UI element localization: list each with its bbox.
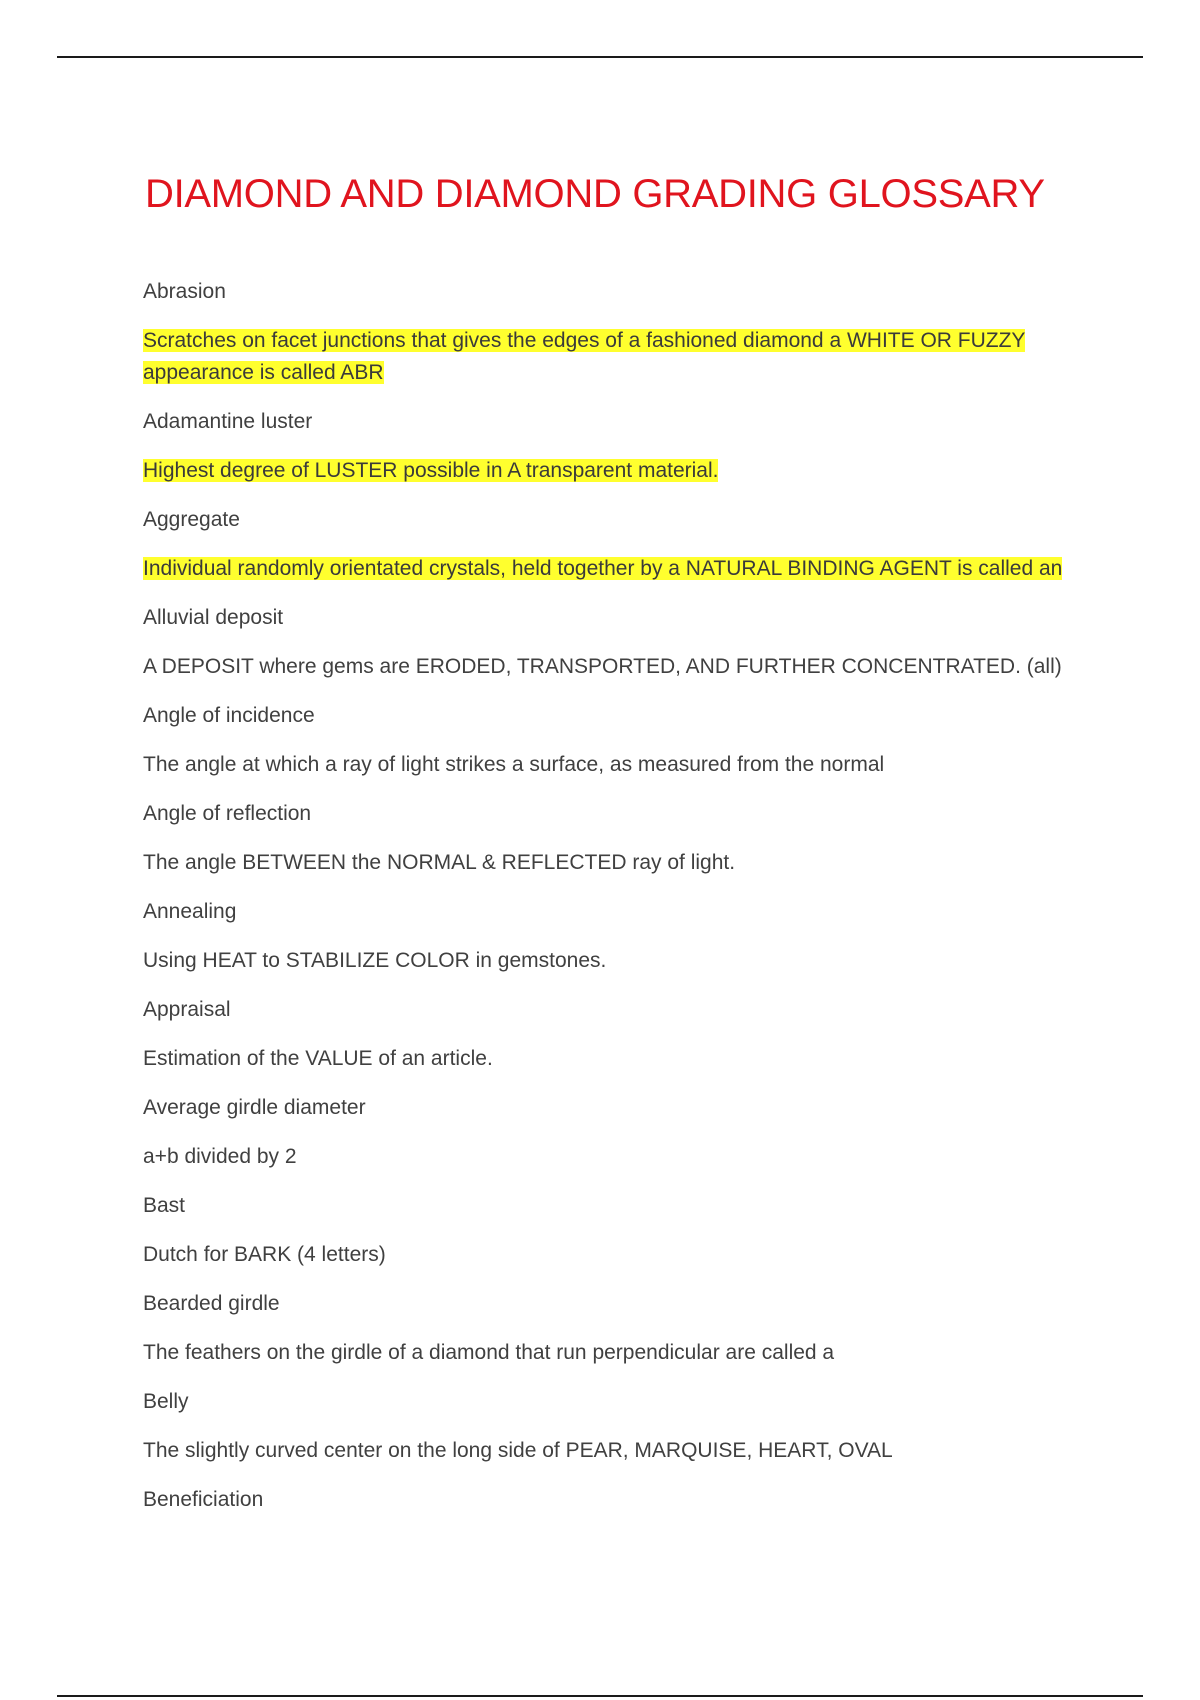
glossary-line-text: Average girdle diameter bbox=[143, 1096, 366, 1119]
glossary-line-text: Annealing bbox=[143, 900, 237, 923]
glossary-line-text: Estimation of the VALUE of an article. bbox=[143, 1047, 493, 1070]
glossary-line bbox=[143, 504, 1063, 536]
glossary-line bbox=[143, 1092, 1063, 1124]
page-title: DIAMOND AND DIAMOND GRADING GLOSSARY bbox=[145, 172, 1045, 216]
glossary-line bbox=[143, 1190, 1063, 1222]
glossary-line-text: Beneficiation bbox=[143, 1488, 264, 1511]
footer-rule bbox=[57, 1695, 1143, 1697]
glossary-line-text: Using HEAT to STABILIZE COLOR in gemstones. bbox=[143, 949, 607, 972]
glossary-line bbox=[143, 945, 1063, 977]
glossary-line bbox=[143, 1239, 1063, 1271]
glossary-line-text: The slightly curved center on the long side of PEAR, MARQUISE, HEART, OVAL bbox=[143, 1439, 893, 1462]
glossary-line bbox=[143, 651, 1063, 683]
glossary-line bbox=[143, 798, 1063, 830]
header-rule bbox=[57, 56, 1143, 58]
glossary-line-text: Angle of incidence bbox=[143, 704, 315, 727]
glossary-line bbox=[143, 1386, 1063, 1418]
glossary-line bbox=[143, 1484, 1063, 1516]
glossary-line bbox=[143, 1043, 1063, 1075]
glossary-line-text: Scratches on facet junctions that gives the edges of a fashioned diamond a WHITE OR FUZZY appearance is called ABR bbox=[143, 329, 1026, 384]
glossary-definition-highlighted bbox=[143, 553, 1063, 585]
glossary-line-text: Bearded girdle bbox=[143, 1292, 280, 1315]
glossary-line bbox=[143, 847, 1063, 879]
glossary-line-text: Highest degree of LUSTER possible in A transparent material. bbox=[143, 459, 719, 482]
glossary-line bbox=[143, 1141, 1063, 1173]
glossary-line-text: Dutch for BARK (4 letters) bbox=[143, 1243, 386, 1266]
glossary-line-text: Aggregate bbox=[143, 508, 240, 531]
glossary-line-text: The angle BETWEEN the NORMAL & REFLECTED ray of light. bbox=[143, 851, 736, 874]
glossary-line-text: Appraisal bbox=[143, 998, 231, 1021]
glossary-definition-highlighted bbox=[143, 325, 1063, 389]
glossary-line-text: Adamantine luster bbox=[143, 410, 313, 433]
glossary-line-text: The angle at which a ray of light strikes a surface, as measured from the normal bbox=[143, 753, 885, 776]
glossary-definition-highlighted bbox=[143, 455, 1063, 487]
glossary-line-text: Abrasion bbox=[143, 280, 226, 303]
glossary-line bbox=[143, 896, 1063, 928]
glossary-list bbox=[143, 276, 1063, 1533]
glossary-line bbox=[143, 276, 1063, 308]
glossary-line bbox=[143, 994, 1063, 1026]
glossary-line-text: The feathers on the girdle of a diamond that run perpendicular are called a bbox=[143, 1341, 835, 1364]
glossary-line bbox=[143, 700, 1063, 732]
glossary-line bbox=[143, 406, 1063, 438]
glossary-line bbox=[143, 1435, 1063, 1467]
glossary-line-text: Individual randomly orientated crystals, held together by a NATURAL BINDING AGENT is called an bbox=[143, 557, 1063, 580]
glossary-line-text: Alluvial deposit bbox=[143, 606, 284, 629]
glossary-line-text: a+b divided by 2 bbox=[143, 1145, 297, 1168]
glossary-line-text: A DEPOSIT where gems are ERODED, TRANSPORTED, AND FURTHER CONCENTRATED. (all) bbox=[143, 655, 1062, 678]
glossary-line bbox=[143, 1288, 1063, 1320]
glossary-line bbox=[143, 749, 1063, 781]
glossary-line-text: Bast bbox=[143, 1194, 186, 1217]
glossary-line-text: Angle of reflection bbox=[143, 802, 312, 825]
glossary-line bbox=[143, 1337, 1063, 1369]
glossary-line bbox=[143, 602, 1063, 634]
glossary-line-text: Belly bbox=[143, 1390, 189, 1413]
